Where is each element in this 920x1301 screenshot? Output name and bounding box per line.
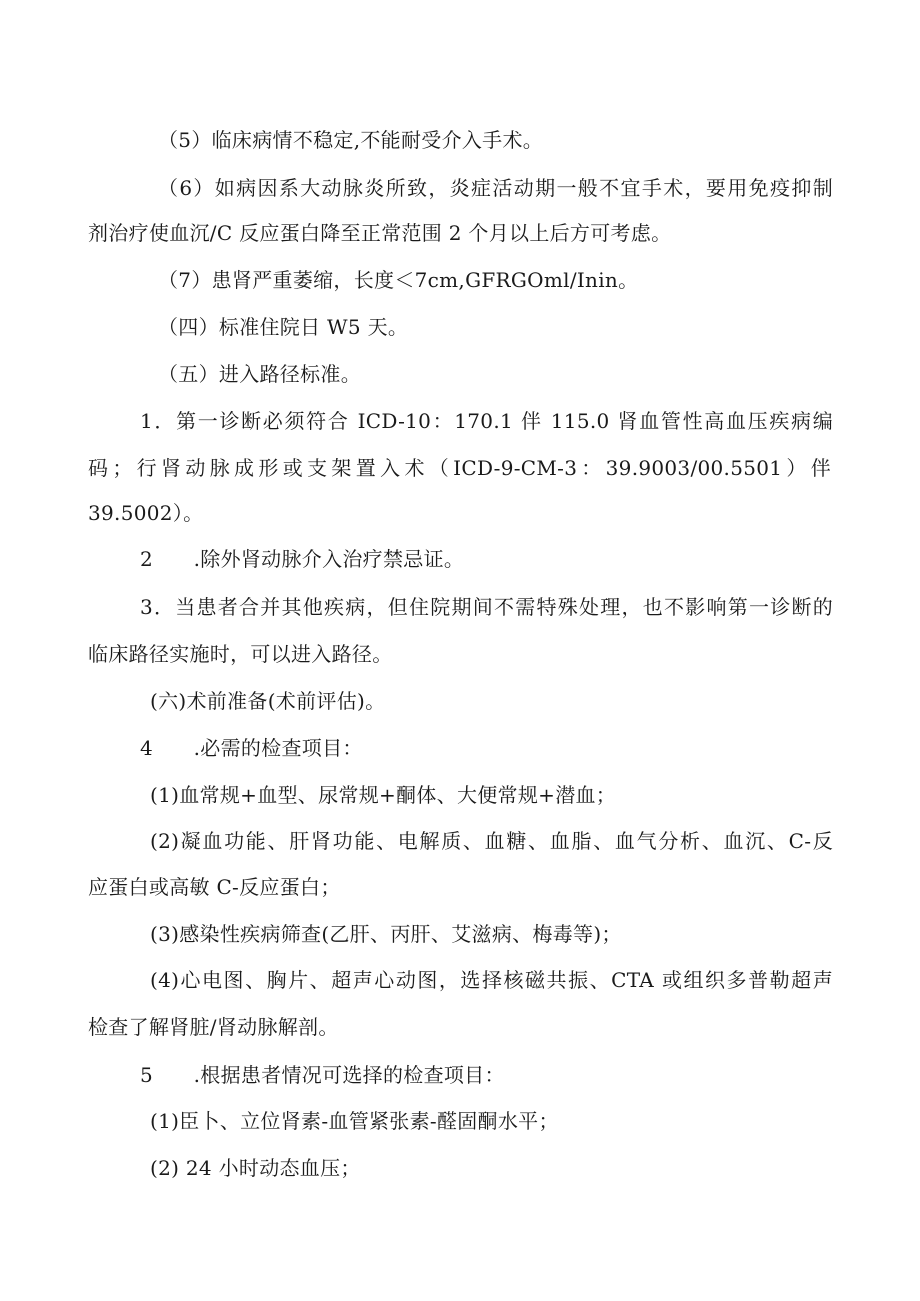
text-line: 2 .除外肾动脉介入治疗禁忌证。 xyxy=(140,547,465,571)
text-line: (4)心电图、胸片、超声心动图，选择核磁共振、CTA 或组织多普勒超声 xyxy=(150,968,833,992)
text-line: 3．当患者合并其他疾病，但住院期间不需特殊处理，也不影响第一诊断的 xyxy=(140,595,833,619)
text-line: (3)感染性疾病筛查(乙肝、丙肝、艾滋病、梅毒等)； xyxy=(150,922,622,946)
text-line: （6）如病因系大动脉炎所致，炎症活动期一般不宜手术，要用免疫抑制 xyxy=(158,176,833,200)
text-line: 1．第一诊断必须符合 ICD-10：170.1 伴 115.0 肾血管性高血压疾病编 xyxy=(140,409,833,433)
text-line: 应蛋白或高敏 C-反应蛋白； xyxy=(88,875,341,899)
text-line: （五）进入路径标准。 xyxy=(158,362,361,386)
text-line: 临床路径实施时，可以进入路径。 xyxy=(88,642,393,666)
text-line: 5 .根据患者情况可选择的检查项目： xyxy=(140,1063,505,1087)
text-line: （5）临床病情不稳定,不能耐受介入手术。 xyxy=(158,128,544,152)
text-line: 剂治疗使血沉/C 反应蛋白降至正常范围 2 个月以上后方可考虑。 xyxy=(88,221,672,245)
text-line: （四）标准住院日 W5 天。 xyxy=(158,315,409,339)
text-line: 4 .必需的检查项目： xyxy=(140,736,363,760)
text-line: （7）患肾严重萎缩，长度＜7cm,GFRGOml/Inin。 xyxy=(158,268,639,292)
text-line: (六)术前准备(术前评估)。 xyxy=(150,689,386,713)
text-line: (1)臣卜、立位肾素-血管紧张素-醛固酮水平； xyxy=(150,1109,559,1133)
text-line: (2)凝血功能、肝肾功能、电解质、血糖、血脂、血气分析、血沉、C-反 xyxy=(150,829,833,853)
text-line: 检查了解肾脏/肾动脉解剖。 xyxy=(88,1015,339,1039)
text-line: (1)血常规+血型、尿常规+酮体、大便常规+潜血； xyxy=(150,783,617,807)
text-line: (2) 24 小时动态血压； xyxy=(150,1156,361,1180)
text-line: 39.5002）。 xyxy=(88,501,204,525)
text-line: 码；行肾动脉成形或支架置入术（ICD-9-CM-3：39.9003/00.5501）伴 xyxy=(88,456,831,480)
